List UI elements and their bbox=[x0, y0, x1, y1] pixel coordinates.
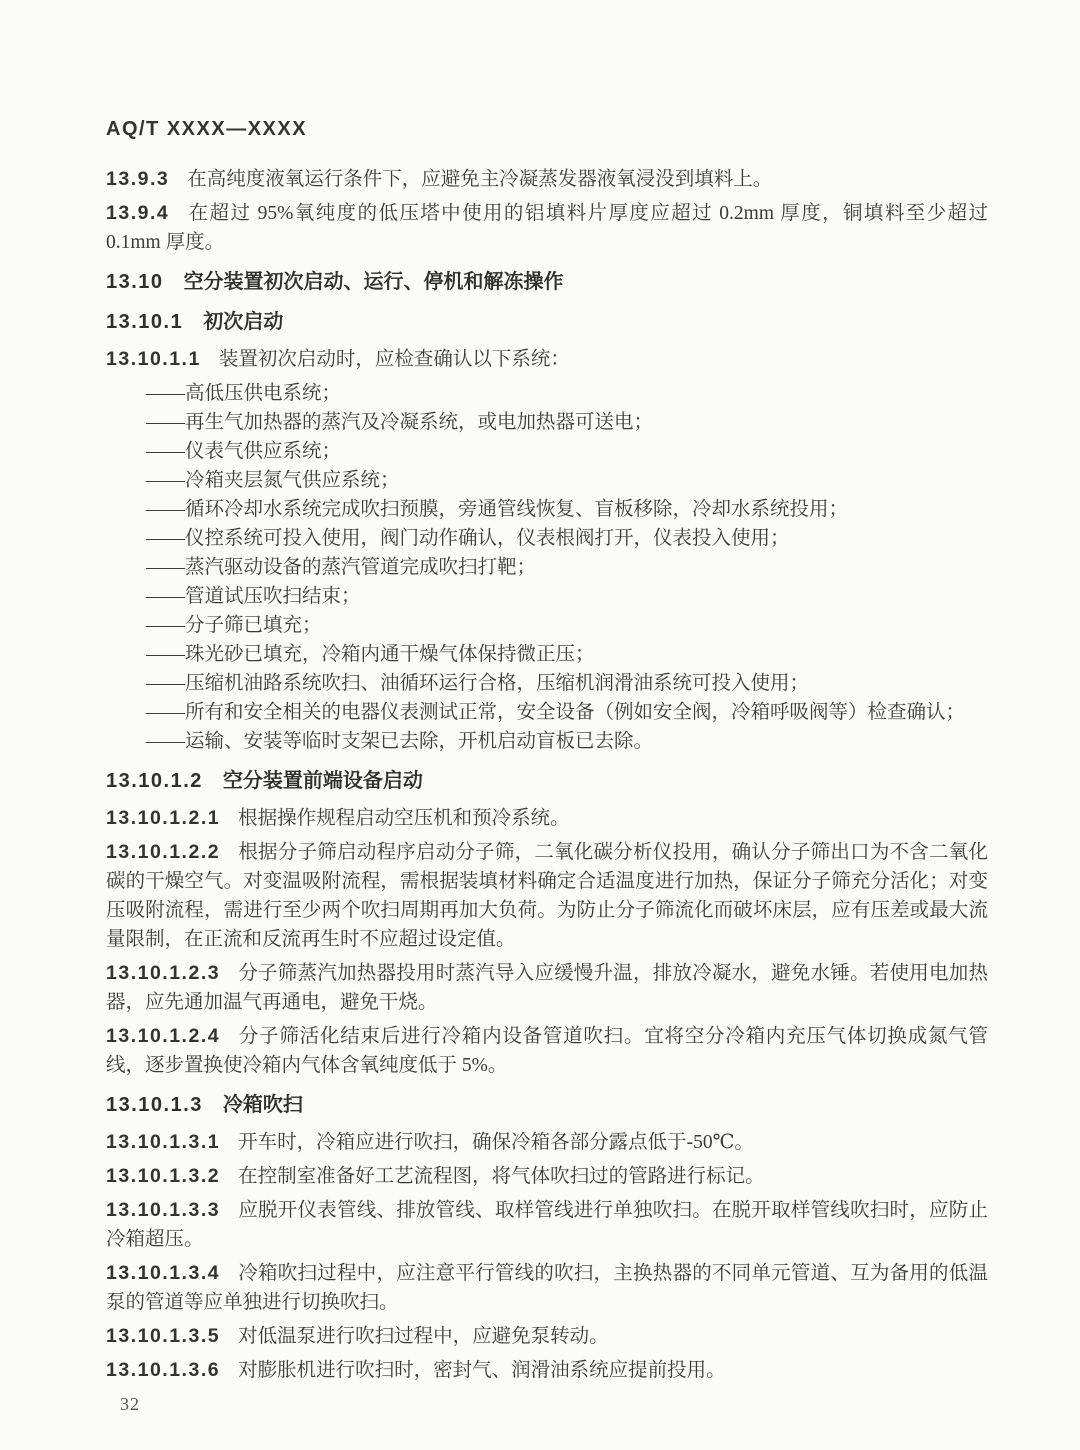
clause-number: 13.10.1.3.5 bbox=[106, 1325, 221, 1347]
heading-text: 冷箱吹扫 bbox=[222, 1094, 303, 1116]
clause-text: 根据分子筛启动程序启动分子筛，二氧化碳分析仪投用，确认分子筛出口为不含二氧化碳的干燥空气。对变温吸附流程，需根据装填材料确定合适温度进行加热，保证分子筛充分活化；对变压吸附流程，需进行至少两个吹扫周期再加大负荷。为防止分子筛流化而破坏床层，应有压差或最大流量限制，在正流和反流再生时不应超过设定值。 bbox=[106, 842, 988, 950]
dash-list-item: ——再生气加热器的蒸汽及冷凝系统，或电加热器可送电； bbox=[146, 412, 654, 433]
clause-number: 13.10.1.2.3 bbox=[106, 962, 221, 984]
clause-text: 装置初次启动时，应检查确认以下系统： bbox=[218, 349, 570, 370]
dash-list-item: ——压缩机油路系统吹扫、油循环运行合格，压缩机润滑油系统可投入使用； bbox=[146, 673, 810, 694]
clause-text: 应脱开仪表管线、排放管线、取样管线进行单独吹扫。在脱开取样管线吹扫时，应防止冷箱超压。 bbox=[106, 1200, 988, 1250]
clause-13-10-1-3-3 bbox=[106, 1196, 988, 1254]
dash-list-item: ——运输、安装等临时支架已去除，开机启动盲板已去除。 bbox=[146, 731, 654, 752]
clause-13-9-3 bbox=[106, 165, 988, 194]
clause-13-10-1-3-2 bbox=[106, 1162, 988, 1191]
clause-number: 13.10.1.1 bbox=[106, 348, 201, 370]
section-heading-13-10-1-2 bbox=[106, 766, 988, 796]
clause-13-10-1-2-2 bbox=[106, 838, 988, 954]
heading-text: 空分装置前端设备启动 bbox=[222, 770, 423, 792]
dash-list-item: ——循环冷却水系统完成吹扫预膜，旁通管线恢复、盲板移除，冷却水系统投用； bbox=[146, 499, 849, 520]
clause-text: 分子筛活化结束后进行冷箱内设备管道吹扫。宜将空分冷箱内充压气体切换成氮气管线，逐步置换使冷箱内气体含氧纯度低于 5%。 bbox=[106, 1026, 988, 1076]
dash-list-item: ——仪控系统可投入使用，阀门动作确认，仪表根阀打开，仪表投入使用； bbox=[146, 528, 790, 549]
section-heading-13-10 bbox=[106, 267, 988, 297]
clause-text: 对膨胀机进行吹扫时，密封气、润滑油系统应提前投用。 bbox=[238, 1360, 726, 1381]
heading-number: 13.10 bbox=[106, 271, 164, 293]
clause-text: 根据操作规程启动空压机和预冷系统。 bbox=[238, 808, 570, 829]
clause-text: 开车时，冷箱应进行吹扫，确保冷箱各部分露点低于-50℃。 bbox=[238, 1132, 754, 1153]
clause-number: 13.10.1.3.2 bbox=[106, 1165, 221, 1187]
clause-number: 13.10.1.2.4 bbox=[106, 1025, 221, 1047]
heading-number: 13.10.1.3 bbox=[106, 1094, 203, 1116]
clause-13-10-1-3-1 bbox=[106, 1128, 988, 1157]
clause-number: 13.10.1.3.1 bbox=[106, 1131, 221, 1153]
dash-list-item: ——蒸汽驱动设备的蒸汽管道完成吹扫打靶； bbox=[146, 557, 537, 578]
section-heading-13-10-1 bbox=[106, 307, 988, 337]
clause-13-10-1-1 bbox=[106, 345, 988, 374]
dash-list-item: ——珠光砂已填充，冷箱内通干燥气体保持微正压； bbox=[146, 644, 595, 665]
clause-13-10-1-3-5 bbox=[106, 1322, 988, 1351]
dash-list-item: ——管道试压吹扫结束； bbox=[146, 586, 361, 607]
clause-13-10-1-2-1 bbox=[106, 804, 988, 833]
clause-number: 13.10.1.3.6 bbox=[106, 1359, 221, 1381]
clause-number: 13.10.1.3.3 bbox=[106, 1199, 221, 1221]
clause-text: 对低温泵进行吹扫过程中，应避免泵转动。 bbox=[238, 1326, 609, 1347]
clause-number: 13.10.1.3.4 bbox=[106, 1262, 221, 1284]
clause-number: 13.9.4 bbox=[106, 202, 170, 224]
clause-text: 冷箱吹扫过程中，应注意平行管线的吹扫，主换热器的不同单元管道、互为备用的低温泵的管道等应单独进行切换吹扫。 bbox=[106, 1263, 988, 1313]
clause-number: 13.10.1.2.1 bbox=[106, 807, 221, 829]
document-code-header: AQ/T XXXX—XXXX bbox=[106, 118, 308, 140]
clause-13-10-1-3-6 bbox=[106, 1356, 988, 1385]
clause-13-10-1-2-4 bbox=[106, 1022, 988, 1080]
dash-list-item: ——所有和安全相关的电器仪表测试正常，安全设备（例如安全阀，冷箱呼吸阀等）检查确认； bbox=[146, 702, 966, 723]
dash-list-item: ——仪表气供应系统； bbox=[146, 441, 342, 462]
heading-number: 13.10.1.2 bbox=[106, 770, 203, 792]
clause-text: 在控制室准备好工艺流程图，将气体吹扫过的管路进行标记。 bbox=[238, 1166, 765, 1187]
clause-number: 13.10.1.2.2 bbox=[106, 841, 221, 863]
clause-13-10-1-2-3 bbox=[106, 959, 988, 1017]
section-heading-13-10-1-3 bbox=[106, 1090, 988, 1120]
dash-list-item: ——分子筛已填充； bbox=[146, 615, 322, 636]
clause-13-9-4 bbox=[106, 199, 988, 257]
clause-number: 13.9.3 bbox=[106, 168, 170, 190]
dash-list-item: ——冷箱夹层氮气供应系统； bbox=[146, 470, 400, 491]
clause-13-10-1-3-4 bbox=[106, 1259, 988, 1317]
clause-text: 分子筛蒸汽加热器投用时蒸汽导入应缓慢升温，排放冷凝水，避免水锤。若使用电加热器，应先通加温气再通电，避免干烧。 bbox=[106, 963, 988, 1013]
heading-text: 初次启动 bbox=[203, 311, 284, 333]
dash-list-item: ——高低压供电系统； bbox=[146, 383, 342, 404]
heading-text: 空分装置初次启动、运行、停机和解冻操作 bbox=[183, 271, 564, 293]
clause-text: 在高纯度液氧运行条件下，应避免主冷凝蒸发器液氧浸没到填料上。 bbox=[187, 169, 773, 190]
heading-number: 13.10.1 bbox=[106, 311, 184, 333]
page-number: 32 bbox=[120, 1394, 140, 1414]
clause-text: 在超过 95%氧纯度的低压塔中使用的铝填料片厚度应超过 0.2mm 厚度，铜填料至少超过 0.1mm 厚度。 bbox=[106, 203, 988, 253]
